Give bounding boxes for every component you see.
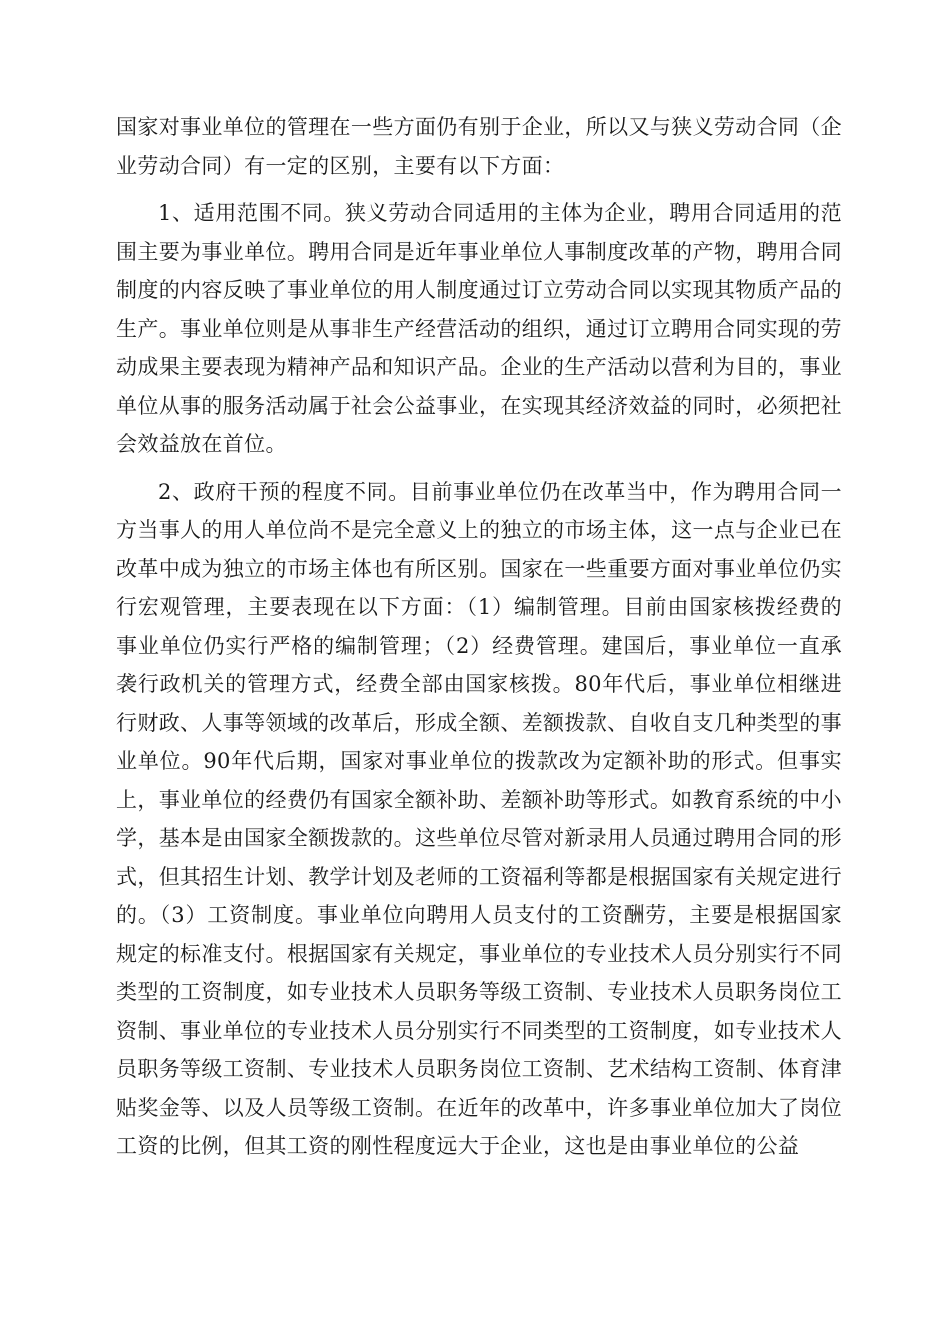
section-1-paragraph: 1、适用范围不同。狭义劳动合同适用的主体为企业，聘用合同适用的范围主要为事业单位。聘用合同是近年事业单位人事制度改革的产物，聘用合同制度的内容反映了事业单位的用人制度通过订立劳动合同以实现其物质产品的生产。事业单位则是从事非生产经营活动的组织，通过订立聘用合同实现的劳动成果主要表现为精神产品和知识产品。企业的生产活动以营利为目的，事业单位从事的服务活动属于社会公益事业，在实现其经济效益的同时，必须把社会效益放在首位。 xyxy=(116,201,842,456)
document-page xyxy=(116,108,842,1166)
section-2-paragraph: 2、政府干预的程度不同。目前事业单位仍在改革当中，作为聘用合同一方当事人的用人单位尚不是完全意义上的独立的市场主体，这一点与企业已在改革中成为独立的市场主体也有所区别。国家在一些重要方面对事业单位仍实行宏观管理，主要表现在以下方面：（1）编制管理。目前由国家核拨经费的事业单位仍实行严格的编制管理；（2）经费管理。建国后，事业单位一直承袭行政机关的管理方式，经费全部由国家核拨。80年代后，事业单位相继进行财政、人事等领域的改革后，形成全额、差额拨款、自收自支几种类型的事业单位。90年代后期，国家对事业单位的拨款改为定额补助的形式。但事实上，事业单位的经费仍有国家全额补助、差额补助等形式。如教育系统的中小学，基本是由国家全额拨款的。这些单位尽管对新录用人员通过聘用合同的形式，但其招生计划、教学计划及老师的工资福利等都是根据国家有关规定进行的。（3）工资制度。事业单位向聘用人员支付的工资酬劳，主要是根据国家规定的标准支付。根据国家有关规定，事业单位的专业技术人员分别实行不同类型的工资制度，如专业技术人员职务等级工资制、专业技术人员职务岗位工资制、事业单位的专业技术人员分别实行不同类型的工资制度，如专业技术人员职务等级工资制、专业技术人员职务岗位工资制、艺术结构工资制、体育津贴奖金等、以及人员等级工资制。在近年的改革中，许多事业单位加大了岗位工资的比例，但其工资的刚性程度远大于企业，这也是由事业单位的公益 xyxy=(116,479,842,1158)
intro-paragraph: 国家对事业单位的管理在一些方面仍有别于企业，所以又与狭义劳动合同（企业劳动合同）有一定的区别，主要有以下方面： xyxy=(116,115,842,178)
